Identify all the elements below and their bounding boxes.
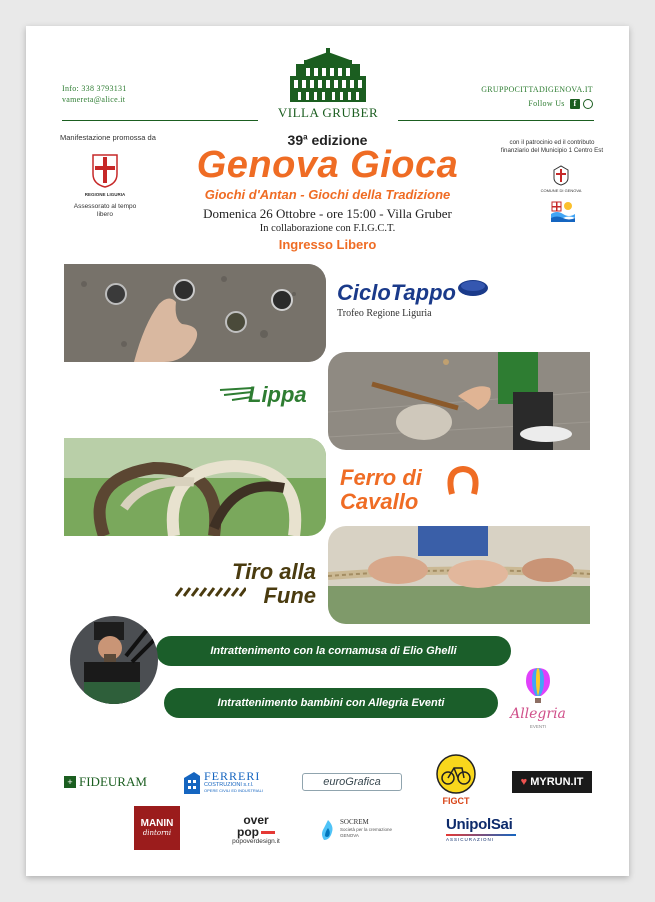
unipol-sub: ASSICURAZIONI xyxy=(446,837,495,842)
social-icons xyxy=(570,99,593,109)
contact-info xyxy=(62,83,127,105)
overpop-over: over xyxy=(243,813,269,827)
bottle-cap-icon xyxy=(456,276,490,300)
ciclotappo-subtitle: Trofeo Regione Liguria xyxy=(337,308,432,319)
overpop-dash-icon xyxy=(261,831,275,834)
unipol-name: UnipolSai xyxy=(446,816,513,833)
lippa-stick-photo-icon xyxy=(328,352,590,450)
fideuram-name: FIDEURAM xyxy=(79,774,147,789)
header-divider-right xyxy=(398,120,594,121)
event-title: Genova Gioca xyxy=(196,144,459,186)
tiro-fune-photo xyxy=(328,526,590,624)
socrem-name: SOCREM xyxy=(340,818,369,826)
heart-icon: ♥ xyxy=(520,776,528,788)
socrem-flame-icon xyxy=(320,818,336,842)
phone-line: Info: 338 3793131 xyxy=(62,84,127,93)
sponsor-manin xyxy=(134,806,180,850)
website[interactable]: GRUPPOCITTADIGENOVA.IT xyxy=(481,85,593,94)
fideuram-logo-icon: + xyxy=(64,776,76,788)
banner-children: Intrattenimento bambini con Allegria Eventi xyxy=(164,688,498,718)
tiro-title-line2: Fune xyxy=(263,583,316,608)
venue-name: VILLA GRUBER xyxy=(277,105,379,120)
overpop-pop-text: pop xyxy=(237,825,259,839)
ferreri-name: FERRERI xyxy=(204,769,261,783)
ferro-block xyxy=(340,466,422,514)
sponsor-myrun xyxy=(512,771,592,793)
horseshoe-icon xyxy=(446,466,480,496)
sponsor-eurografica: euroGrafica xyxy=(302,773,402,791)
rope-hands-photo-icon xyxy=(328,526,590,624)
patrocinio-text: con il patrocinio ed il contributo finanziario del Municipio 1 Centro Est xyxy=(500,139,604,154)
hot-air-balloon-icon xyxy=(524,666,552,704)
event-entry: Ingresso Libero xyxy=(278,237,377,252)
municipio-logo-icon xyxy=(549,198,575,224)
bagpiper-photo xyxy=(70,616,158,704)
sponsor-figct xyxy=(431,754,481,812)
myrun-name: MYRUN.IT xyxy=(530,776,584,788)
unipol-underline-icon xyxy=(446,834,516,836)
sponsor-unipolsai xyxy=(446,816,526,844)
event-collab: In collaborazione con F.I.G.C.T. xyxy=(259,223,396,234)
manin-sub: dintorni xyxy=(142,829,172,837)
edition-suffix: a xyxy=(303,132,308,142)
manin-name: MANIN xyxy=(140,818,174,829)
email-line: vamereta@alice.it xyxy=(62,95,126,104)
rope-stripe-icon xyxy=(174,586,246,598)
whatsapp-icon[interactable] xyxy=(583,99,593,109)
follow-label: Follow Us xyxy=(528,99,565,108)
ciclotappo-photo xyxy=(64,264,326,362)
facebook-icon[interactable]: f xyxy=(570,99,580,109)
overpop-site: popoverdesign.it xyxy=(232,838,280,845)
allegria-sub: EVENTI xyxy=(529,724,547,729)
tiro-block xyxy=(186,560,316,608)
poster xyxy=(26,26,629,876)
allegria-name: Allegria xyxy=(510,706,566,722)
horseshoe-photo xyxy=(64,438,326,536)
socrem-sub2: GENOVA xyxy=(340,833,359,838)
edition-word: edizione xyxy=(311,132,368,148)
follow-row xyxy=(481,97,593,111)
figct-name: FIGCT xyxy=(442,796,470,806)
ferro-title-line2: Cavallo xyxy=(340,489,419,514)
overpop-pop xyxy=(226,826,286,838)
assessorato: Assessorato al tempo libero xyxy=(73,203,137,218)
sponsor-socrem xyxy=(320,816,410,846)
regione-liguria-shield-icon xyxy=(92,154,118,188)
event-date: Domenica 26 Ottobre - ore 15:00 - Villa Gruber xyxy=(203,206,452,221)
ferreri-sub2: OPERE CIVILI ED INDUSTRIALI xyxy=(204,788,263,793)
header-divider-left xyxy=(62,120,258,121)
bottle-caps-photo-icon xyxy=(64,264,326,362)
comune-genova-crest-icon xyxy=(550,164,572,186)
region-name: REGIONE LIGURIA xyxy=(84,192,126,197)
banner-bagpipe: Intrattenimento con la cornamusa di Elio Ghelli xyxy=(156,636,511,666)
sponsor-overpop xyxy=(226,814,286,854)
ferreri-sub: COSTRUZIONI s.r.l. xyxy=(204,782,254,788)
ciclotappo-block xyxy=(337,280,456,319)
lippa-title: Lippa xyxy=(248,382,307,407)
bagpiper-icon xyxy=(70,616,158,704)
web-info xyxy=(481,83,593,111)
ferro-title-line1: Ferro di xyxy=(340,465,422,490)
comune-name: COMUNE DI GENOVA xyxy=(540,188,582,193)
promo-label: Manifestazione promossa da xyxy=(60,133,156,142)
sponsor-ferreri xyxy=(182,768,282,796)
lippa-photo xyxy=(328,352,590,450)
horseshoes-photo-icon xyxy=(64,438,326,536)
lippa-block xyxy=(224,382,314,412)
tiro-title-line1: Tiro alla xyxy=(232,559,316,584)
socrem-sub: Società per la cremazione xyxy=(340,827,393,832)
ferreri-building-icon xyxy=(182,770,202,794)
figct-bicycle-badge-icon xyxy=(436,754,476,794)
ciclotappo-title: CicloTappo xyxy=(337,280,456,305)
edition-number: 39 xyxy=(287,132,304,148)
sponsor-fideuram xyxy=(64,774,147,790)
allegria-logo xyxy=(508,666,568,736)
event-subtitle: Giochi d'Antan - Giochi della Tradizione xyxy=(204,187,451,202)
